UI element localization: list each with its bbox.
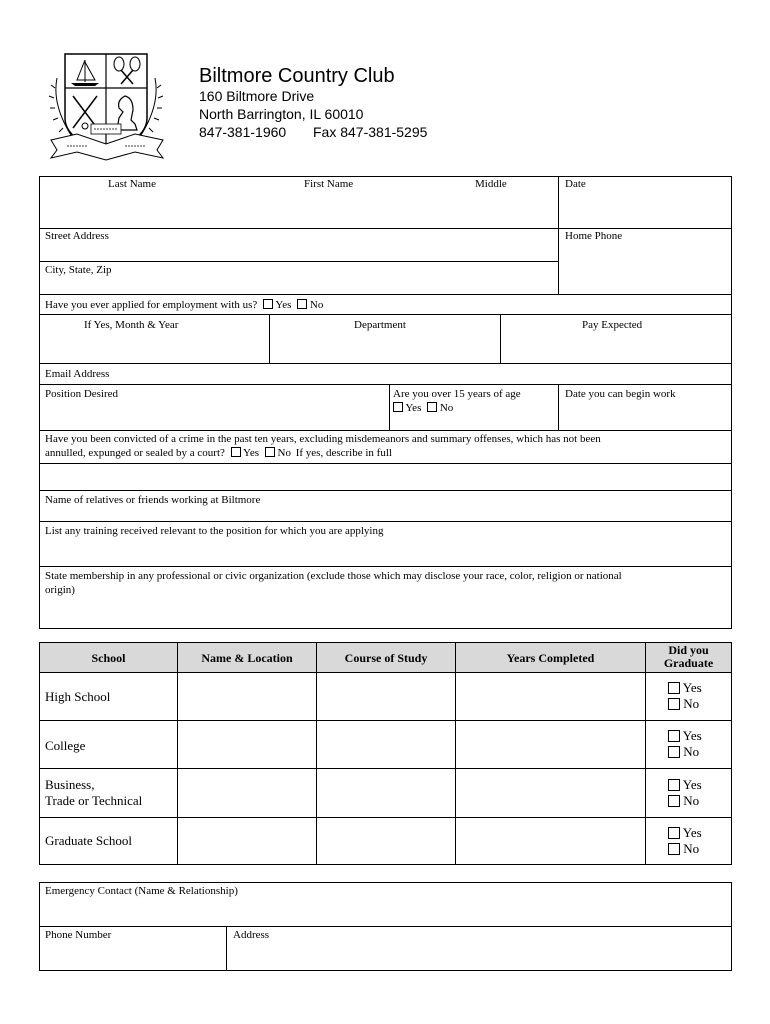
college-graduate-options <box>668 728 702 760</box>
date-begin-input[interactable] <box>559 402 731 429</box>
college-no-checkbox[interactable] <box>668 746 680 758</box>
graduate-school-course-input[interactable] <box>317 818 454 864</box>
graduate-school-yes-checkbox[interactable] <box>668 827 680 839</box>
graduate-school-years-input[interactable] <box>456 818 644 864</box>
position-desired-label: Position Desired <box>45 388 119 400</box>
name-location-header: Name & Location <box>201 651 293 665</box>
membership-input[interactable] <box>40 599 731 628</box>
high-school-no-label: No <box>683 696 700 711</box>
emergency-contact-input[interactable] <box>40 900 731 925</box>
college-label: College <box>45 738 86 753</box>
fax: Fax 847-381-5295 <box>313 124 428 140</box>
convicted-question-line1: Have you been convicted of a crime in the past ten years, excluding misdemeanors and summary offenses, which has not been <box>45 433 601 445</box>
graduate-school-yes-label: Yes <box>682 825 702 840</box>
business-label-line2: Trade or Technical <box>45 793 143 808</box>
membership-label-line2: origin) <box>45 584 75 596</box>
street-address-label: Street Address <box>45 230 109 242</box>
business-graduate-options <box>668 777 702 809</box>
city-state-zip-input[interactable] <box>150 262 557 293</box>
college-no-label: No <box>683 744 700 759</box>
college-name-input[interactable] <box>178 721 315 767</box>
middle-label: Middle <box>475 178 507 190</box>
business-yes-label: Yes <box>682 777 702 792</box>
graduate-header <box>646 644 731 670</box>
date-input-area[interactable] <box>559 192 731 227</box>
pay-expected-input[interactable] <box>501 334 731 362</box>
over-15-yes-checkbox[interactable] <box>393 402 403 412</box>
graduate-school-no-checkbox[interactable] <box>668 843 680 855</box>
convicted-question-line2 <box>45 447 392 460</box>
convicted-no-checkbox[interactable] <box>265 447 275 457</box>
course-of-study-header: Course of Study <box>344 651 428 665</box>
emergency-address-label: Address <box>233 929 270 941</box>
first-name-label: First Name <box>304 178 354 190</box>
street-address-input[interactable] <box>40 244 557 260</box>
college-course-input[interactable] <box>317 721 454 767</box>
relatives-input[interactable] <box>300 491 731 520</box>
email-label: Email Address <box>45 368 110 380</box>
phone: 847-381-1960 <box>199 124 287 140</box>
pay-expected-label: Pay Expected <box>582 319 643 331</box>
high-school-yes-checkbox[interactable] <box>668 682 680 694</box>
club-name: Biltmore Country Club <box>199 65 395 87</box>
convicted-describe-label: If yes, describe in full <box>295 447 392 459</box>
high-school-label: High School <box>45 689 111 704</box>
training-input[interactable] <box>40 540 731 565</box>
convicted-question-text: annulled, expunged or sealed by a court? <box>45 447 225 459</box>
school-header: School <box>91 651 126 665</box>
high-school-course-input[interactable] <box>317 673 454 719</box>
department-label: Department <box>354 319 406 331</box>
business-years-input[interactable] <box>456 769 644 816</box>
over-15-no-label: No <box>439 402 454 414</box>
month-year-label: If Yes, Month & Year <box>84 319 179 331</box>
department-input[interactable] <box>270 334 499 362</box>
applied-before-label: Have you ever applied for employment with us? <box>45 299 258 311</box>
graduate-school-no-label: No <box>683 841 700 856</box>
over-15-no-checkbox[interactable] <box>427 402 437 412</box>
name-input-area[interactable] <box>40 192 557 227</box>
college-years-input[interactable] <box>456 721 644 767</box>
business-name-input[interactable] <box>178 769 315 816</box>
city-state-zip-label: City, State, Zip <box>45 264 112 276</box>
college-yes-label: Yes <box>682 728 702 743</box>
over-15-options <box>393 402 453 415</box>
graduate-header-line2: Graduate <box>663 656 714 670</box>
high-school-yes-label: Yes <box>682 680 702 695</box>
applied-no-checkbox[interactable] <box>297 299 307 309</box>
emergency-contact-label: Emergency Contact (Name & Relationship) <box>45 885 238 897</box>
convicted-yes-label: Yes <box>243 447 260 459</box>
business-yes-checkbox[interactable] <box>668 779 680 791</box>
emergency-phone-label: Phone Number <box>45 929 112 941</box>
graduate-header-line1: Did you <box>668 643 709 657</box>
graduate-school-name-input[interactable] <box>178 818 315 864</box>
home-phone-input[interactable] <box>559 244 731 293</box>
business-label <box>45 777 142 809</box>
business-label-line1: Business, <box>45 777 95 792</box>
address-line-2: North Barrington, IL 60010 <box>199 106 364 122</box>
month-year-input[interactable] <box>40 334 268 362</box>
club-crest-icon <box>47 48 167 163</box>
position-desired-input[interactable] <box>40 402 388 429</box>
high-school-name-input[interactable] <box>178 673 315 719</box>
graduate-school-graduate-options <box>668 825 702 857</box>
emergency-address-input[interactable] <box>227 943 731 970</box>
convicted-yes-checkbox[interactable] <box>231 447 241 457</box>
high-school-graduate-options <box>668 680 702 712</box>
business-no-label: No <box>683 793 700 808</box>
relatives-label: Name of relatives or friends working at Biltmore <box>45 494 261 506</box>
home-phone-label: Home Phone <box>565 230 623 242</box>
business-no-checkbox[interactable] <box>668 795 680 807</box>
applied-yes-checkbox[interactable] <box>263 299 273 309</box>
high-school-no-checkbox[interactable] <box>668 698 680 710</box>
last-name-label: Last Name <box>108 178 156 190</box>
training-label: List any training received relevant to the position for which you are applying <box>45 525 384 537</box>
membership-label-line1: State membership in any professional or civic organization (exclude those which may disclose your race, color, religion or national <box>45 570 622 582</box>
email-input[interactable] <box>130 364 731 383</box>
emergency-phone-input[interactable] <box>40 943 225 970</box>
convicted-description-input[interactable] <box>40 464 731 489</box>
over-15-yes-label: Yes <box>405 402 422 414</box>
business-course-input[interactable] <box>317 769 454 816</box>
college-yes-checkbox[interactable] <box>668 730 680 742</box>
date-begin-label: Date you can begin work <box>565 388 676 400</box>
graduate-school-label: Graduate School <box>45 833 133 848</box>
address-line-1: 160 Biltmore Drive <box>199 88 315 104</box>
over-15-label: Are you over 15 years of age <box>393 388 521 400</box>
years-completed-header: Years Completed <box>506 651 595 665</box>
high-school-years-input[interactable] <box>456 673 644 719</box>
convicted-no-label: No <box>277 447 291 459</box>
applied-before-question <box>45 299 323 312</box>
applied-yes-label: Yes <box>275 299 292 311</box>
date-label: Date <box>565 178 586 190</box>
applied-no-label: No <box>309 299 324 311</box>
